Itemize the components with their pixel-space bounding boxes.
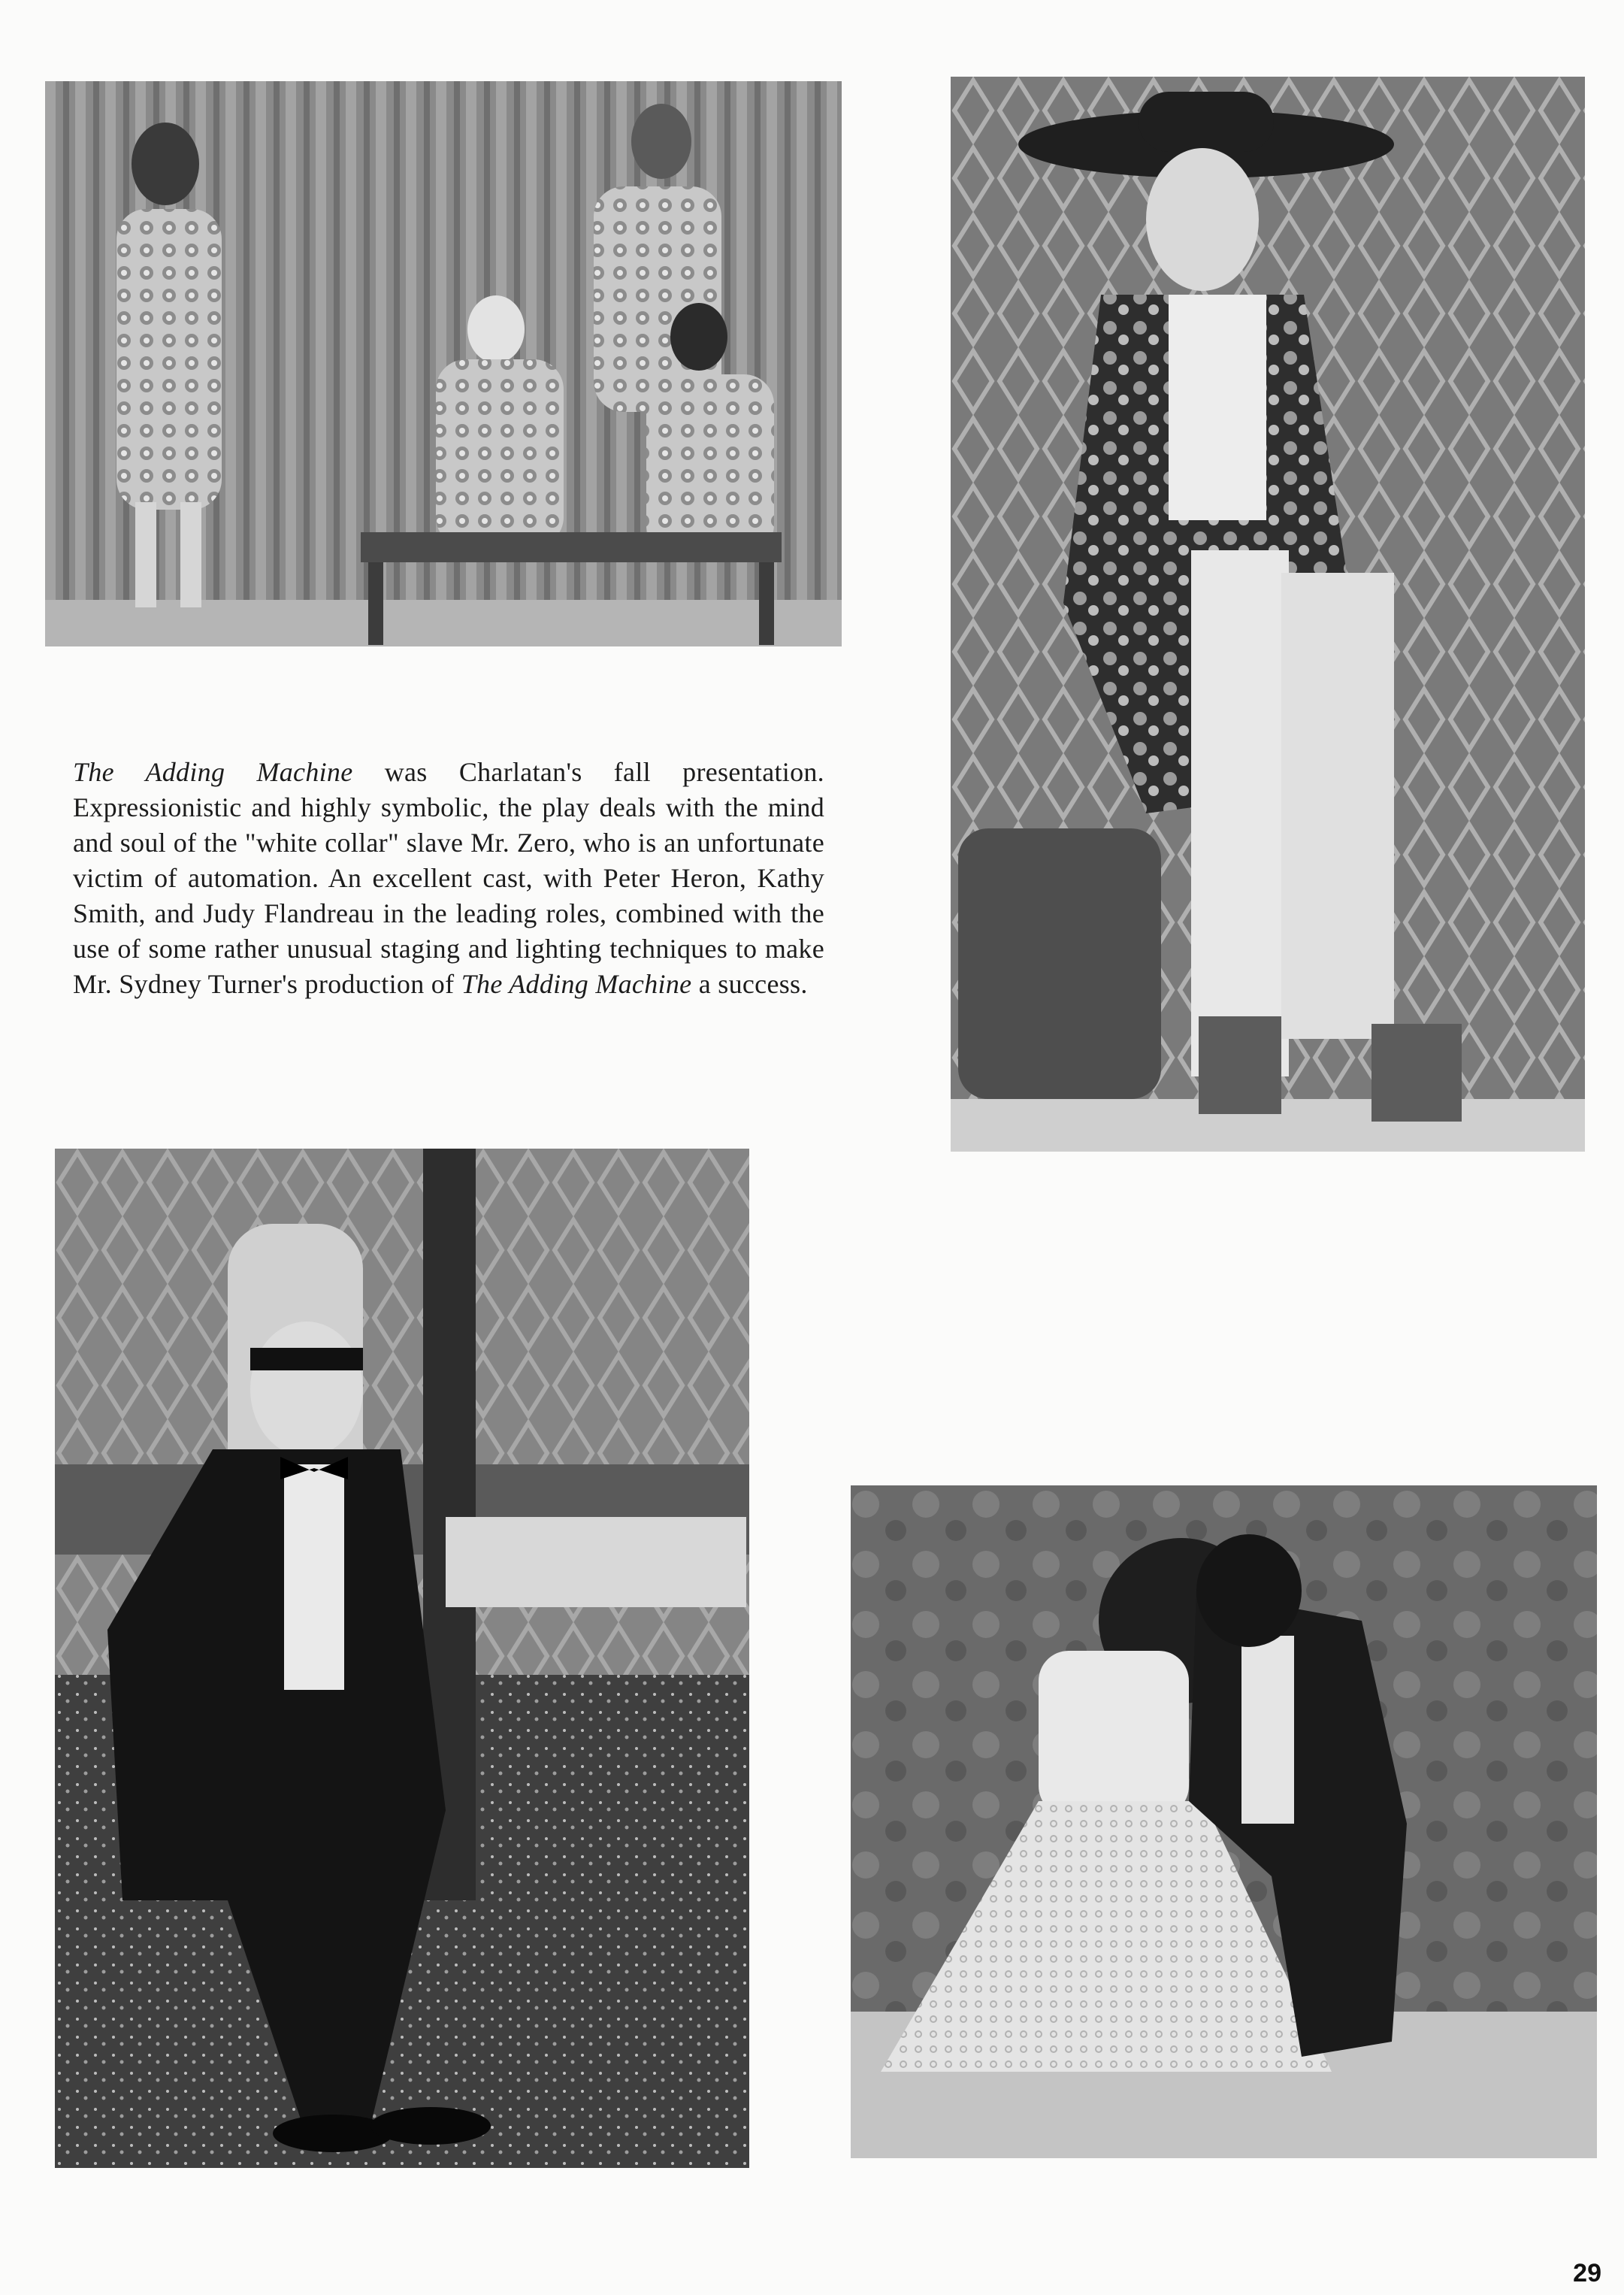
photo-women-chorus-image <box>45 81 842 646</box>
photo-man-glasses-seated-image <box>55 1149 749 2168</box>
caption-paragraph <box>73 755 824 1002</box>
photo-women-chorus <box>45 81 842 646</box>
photo-man-cowboy-hat-image <box>951 77 1585 1152</box>
photo-man-cowboy-hat <box>951 77 1585 1152</box>
caption-play-title-1: The Adding Machine <box>73 757 353 787</box>
page-number: 29 <box>1573 2259 1601 2287</box>
photo-man-glasses-seated <box>55 1149 749 2168</box>
caption-play-title-2: The Adding Machine <box>461 969 692 999</box>
photo-couple-embrace <box>851 1485 1597 2158</box>
caption-text-2: a success. <box>691 969 808 999</box>
photo-couple-embrace-image <box>851 1485 1597 2158</box>
caption-text-1: was Charlatan's fall presentation. Expressionistic and highly symbolic, the play deals with the mind and soul of the "white collar" slave Mr. Zero, who is an unfortunate victim of automation. An excellent cast, with Peter Heron, Kathy Smith, and Judy Flandreau in the leading roles, combined with the use of some rather unusual staging and lighting techniques to make Mr. Sydney Turner's production of <box>73 757 824 999</box>
